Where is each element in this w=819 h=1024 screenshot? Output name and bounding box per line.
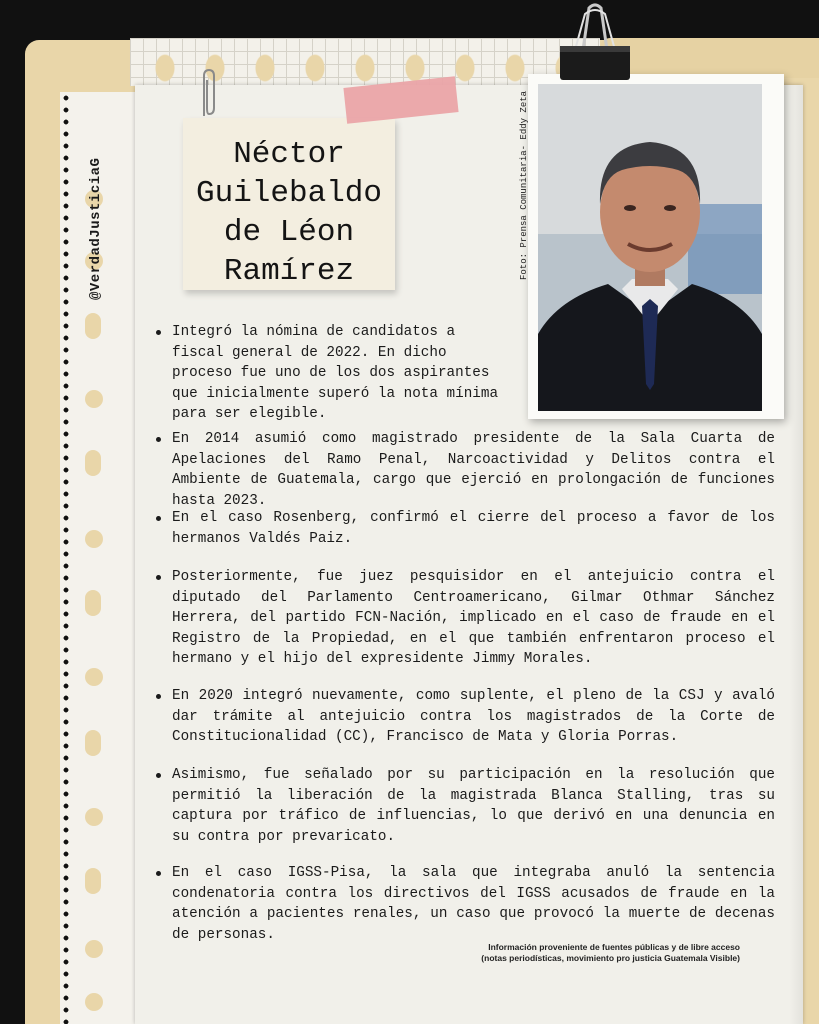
source-note-line: Información proveniente de fuentes públicas y de libre acceso bbox=[488, 942, 740, 952]
binder-hole bbox=[85, 993, 103, 1011]
portrait-illustration bbox=[538, 84, 762, 411]
binder-hole bbox=[85, 730, 101, 756]
list-item: En 2014 asumió como magistrado presidente de la Sala Cuarta de Apelaciones del Ramo Penal, Narcoactividad y Delitos contra el Ambiente de Guatemala, cargo que ejerció en prolongación de funciones hasta 2023. bbox=[150, 429, 775, 511]
page-title bbox=[183, 135, 395, 291]
list-item: Asimismo, fue señalado por su participación en la resolución que permitió la liberación de la magistrada Blanca Stalling, tras su captura por tráfico de influencias, lo que derivó en una denuncia en su contra por prevaricato. bbox=[150, 765, 775, 847]
binder-hole bbox=[85, 530, 103, 548]
portrait-photo bbox=[538, 84, 762, 411]
list-item: En 2020 integró nuevamente, como suplente, el pleno de la CSJ y avaló dar trámite al antejuicio contra los magistrados de la Corte de Constitucionalidad (CC), Francisco de Mata y Gloria Porras. bbox=[150, 686, 775, 748]
binder-hole bbox=[85, 450, 101, 476]
binder-clip-icon bbox=[555, 0, 635, 82]
binder-hole bbox=[85, 390, 103, 408]
title-line: de Léon bbox=[223, 215, 355, 250]
list-item: En el caso Rosenberg, confirmó el cierre del proceso a favor de los hermanos Valdés Paiz. bbox=[150, 508, 775, 549]
binder-hole bbox=[85, 868, 101, 894]
source-note-line: (notas periodísticas, movimiento pro justicia Guatemala Visible) bbox=[481, 953, 740, 963]
binder-hole bbox=[85, 940, 103, 958]
binder-hole bbox=[85, 668, 103, 686]
list-item: Posteriormente, fue juez pesquisidor en el antejuicio contra el diputado del Parlamento Centroamericano, Gilmar Othmar Sánchez Herrera, del partido FCN-Nación, implicado en el caso de fraude en el Registro de la Propiedad, en el que también enfrentaron proceso el hermano y el hijo del expresidente Jimmy Morales. bbox=[150, 567, 775, 670]
source-note bbox=[420, 942, 740, 964]
list-item: En el caso IGSS-Pisa, la sala que integraba anuló la sentencia condenatoria contra los directivos del IGSS acusados de fraude en la atención a pacientes renales, un caso que provocó la muerte de decenas de personas. bbox=[150, 863, 775, 945]
photo-credit: Foto: Prensa Comunitaria- Eddy Zeta bbox=[519, 90, 529, 280]
title-line: Guilebaldo bbox=[195, 176, 383, 211]
paperclip-icon bbox=[198, 68, 218, 120]
list-item: Integró la nómina de candidatos a fiscal general de 2022. En dicho proceso fue uno de los dos aspirantes que inicialmente superó la nota mínima para ser elegible. bbox=[150, 322, 514, 425]
social-handle: @VerdadJusticiaG bbox=[88, 157, 104, 300]
title-line: Néctor bbox=[233, 137, 345, 172]
binder-hole bbox=[85, 590, 101, 616]
binder-hole bbox=[85, 808, 103, 826]
title-line: Ramírez bbox=[223, 254, 355, 289]
binder-hole bbox=[85, 313, 101, 339]
